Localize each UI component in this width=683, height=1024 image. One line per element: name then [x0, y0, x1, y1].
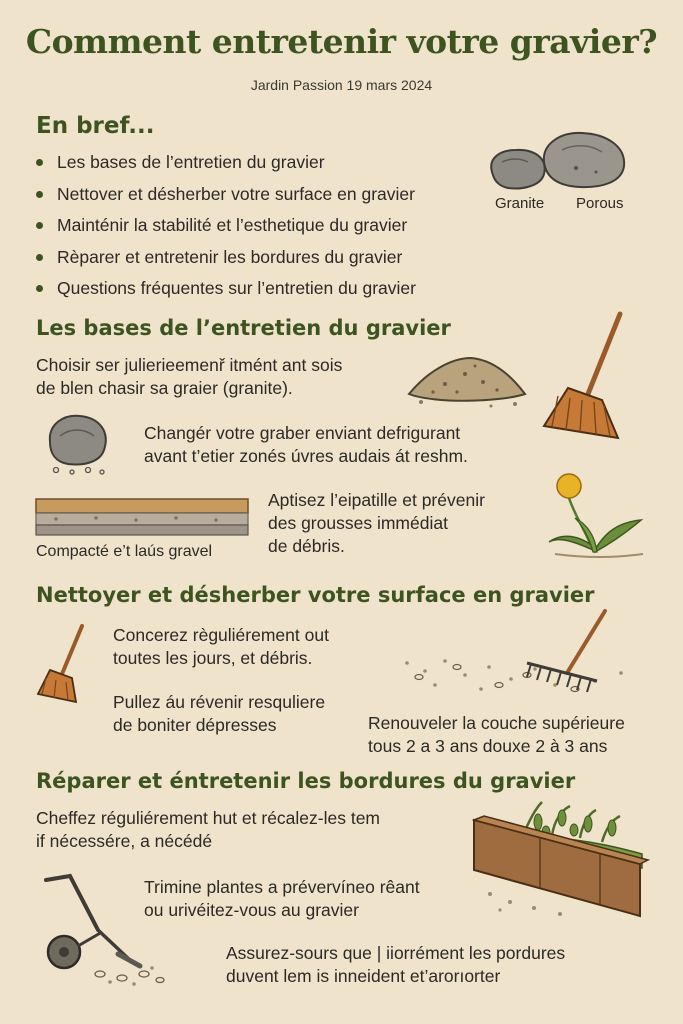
- borders-paragraph-2: Trimine plantes a prévervíneo rêant ou urivéitez-vous au gravier: [144, 877, 420, 920]
- borders-heading: Réparer et éntretenir les bordures du gravier: [36, 769, 576, 793]
- list-item: Mainténir la stabilité et l’esthetique du gravier: [36, 210, 416, 242]
- list-item: Rèparer et entretenir les bordures du gravier: [36, 242, 416, 274]
- bullet-icon: [36, 159, 43, 166]
- basics-heading: Les bases de l’entretien du gravier: [36, 316, 451, 340]
- bullet-icon: [36, 191, 43, 198]
- dandelion-icon: [545, 470, 645, 560]
- basics-paragraph-2: Changér votre graber enviant defrigurant avant t’etier zonés úvres audais át reshm.: [144, 423, 468, 466]
- borders-paragraph-1: Cheffez réguliérement hut et récalez-les tem if nécessére, a nécédé: [36, 808, 381, 851]
- bullet-icon: [36, 285, 43, 292]
- cleaning-paragraph-1: Concerez règuliérement out toutes les jours, et débris.: [113, 625, 329, 668]
- layers-caption: Compacté e’t laús gravel: [36, 543, 213, 560]
- list-item: Questions fréquentes sur l’entretien du gravier: [36, 273, 416, 305]
- cleaning-paragraph-3: Renouveler la couche supérieure tous 2 a 3 ans douxe 2 à 3 ans: [368, 713, 625, 756]
- list-item: Nettover et désherber votre surface en gravier: [36, 179, 416, 211]
- page-title: Comment entretenir votre gravier?: [25, 22, 658, 61]
- list-item: Les bases de l’entretien du gravier: [36, 147, 416, 179]
- bullet-icon: [36, 222, 43, 229]
- gravel-layers-illustration: [36, 497, 248, 539]
- bullet-icon: [36, 254, 43, 261]
- cleaning-heading: Nettoyer et désherber votre surface en gravier: [36, 583, 595, 607]
- hand-broom-icon: [36, 622, 88, 704]
- cleaning-paragraph-2: Pullez áu révenir resquliere de boniter dépresses: [113, 692, 326, 735]
- summary-heading: En bref...: [36, 113, 155, 139]
- broom-icon: [540, 310, 630, 445]
- basics-paragraph-3: Aptisez l’eipatille et prévenir des grousses immédiat de débris.: [268, 490, 485, 556]
- stone-label-porous: Porous: [576, 195, 624, 212]
- stone-label-granite: Granite: [495, 195, 545, 212]
- byline: Jardin Passion 19 mars 2024: [250, 77, 433, 93]
- gravel-pile-illustration: [405, 348, 530, 410]
- summary-list: [36, 147, 416, 305]
- stones-illustration: [486, 128, 631, 198]
- borders-paragraph-3: Assurez-sours que | iiorrément les pordures duvent lem is inneident et’arorıorter: [226, 943, 566, 986]
- rock-icon: [44, 410, 114, 476]
- rake-gravel-illustration: [395, 605, 640, 697]
- wooden-edging-illustration: [470, 798, 650, 923]
- basics-paragraph-1: Choisir ser julierieemenř itmént ant sois de blen chasir sa graier (granite).: [36, 355, 343, 398]
